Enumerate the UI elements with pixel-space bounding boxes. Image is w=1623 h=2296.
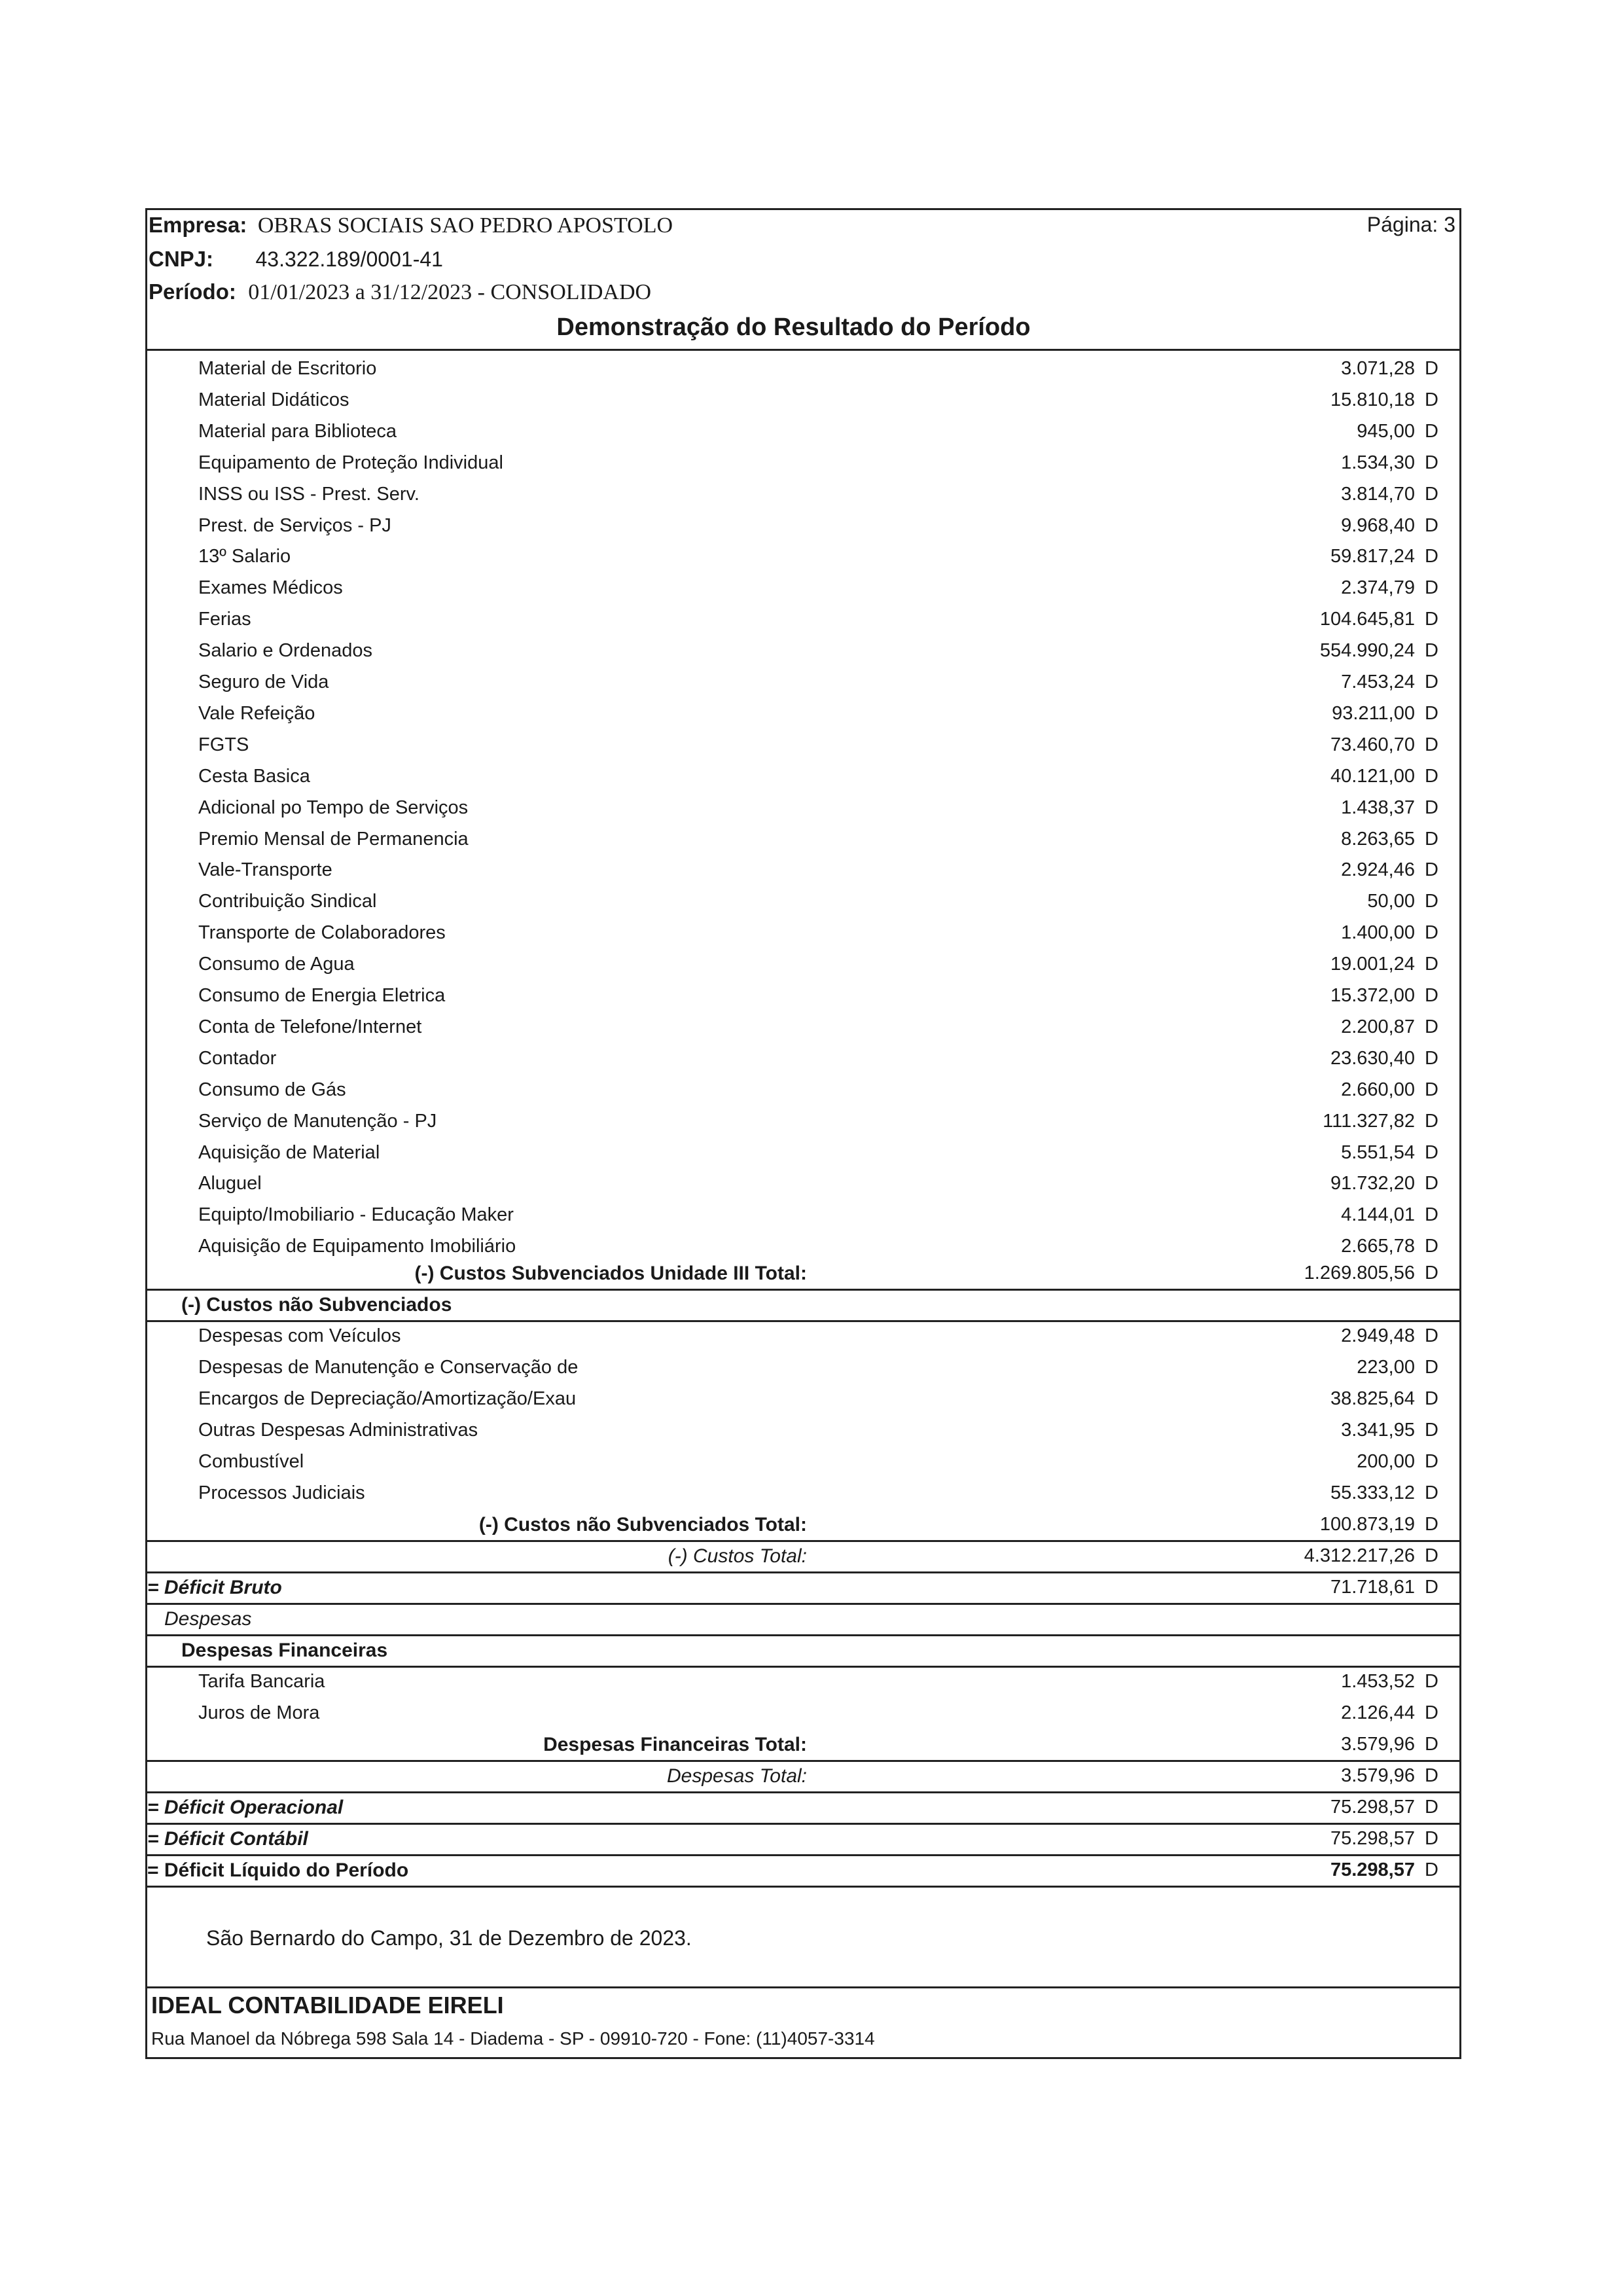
table-row bbox=[147, 823, 1459, 855]
custos-unidade-iii-list bbox=[147, 353, 1459, 1264]
despesas-financeiras-title: Despesas Financeiras bbox=[181, 1640, 388, 1661]
table-row bbox=[147, 1446, 1459, 1477]
item-name: Aluguel bbox=[198, 1173, 262, 1194]
table-row bbox=[147, 603, 1459, 635]
item-value: 104.645,81 D bbox=[1319, 609, 1438, 630]
periodo-label: Período: bbox=[149, 279, 236, 304]
item-value: 2.949,48 D bbox=[1341, 1325, 1438, 1346]
item-value: 4.144,01 D bbox=[1341, 1204, 1438, 1226]
item-name: Tarifa Bancaria bbox=[198, 1671, 325, 1692]
table-row bbox=[147, 447, 1459, 478]
item-value: 1.400,00 D bbox=[1341, 922, 1438, 944]
deficit-contabil-label: = Déficit Contábil bbox=[147, 1828, 308, 1850]
table-row bbox=[147, 1199, 1459, 1230]
item-value: 945,00 D bbox=[1357, 420, 1438, 442]
table-row bbox=[147, 761, 1459, 792]
deficit-operacional-label: = Déficit Operacional bbox=[147, 1797, 344, 1818]
item-name: Seguro de Vida bbox=[198, 672, 329, 692]
item-name: Material para Biblioteca bbox=[198, 420, 397, 442]
custos-total-label: (-) Custos Total: bbox=[668, 1545, 807, 1567]
custos-nao-subvenciados-total-label: (-) Custos não Subvenciados Total: bbox=[478, 1514, 807, 1535]
report-frame bbox=[145, 208, 1461, 2059]
header-divider bbox=[147, 349, 1459, 351]
table-row bbox=[147, 1697, 1459, 1729]
pagina bbox=[1367, 213, 1455, 237]
despesas-total-label: Despesas Total: bbox=[666, 1765, 807, 1787]
deficit-bruto-row bbox=[147, 1571, 1459, 1603]
despesas-financeiras-list bbox=[147, 1666, 1459, 1729]
table-row bbox=[147, 886, 1459, 917]
pagina-value: 3 bbox=[1444, 213, 1455, 236]
despesas-total-row bbox=[147, 1760, 1459, 1791]
item-name: Encargos de Depreciação/Amortização/Exau bbox=[198, 1388, 577, 1409]
deficit-contabil-value: 75.298,57 D bbox=[1330, 1828, 1438, 1849]
item-value: 2.374,79 D bbox=[1341, 577, 1438, 599]
item-name: Serviço de Manutenção - PJ bbox=[198, 1110, 437, 1132]
item-name: Consumo de Agua bbox=[198, 954, 355, 975]
item-name: Contribuição Sindical bbox=[198, 891, 377, 912]
item-name: Vale-Transporte bbox=[198, 859, 332, 881]
despesas-financeiras-title-row bbox=[147, 1634, 1459, 1666]
item-value: 40.121,00 D bbox=[1330, 765, 1438, 787]
divider bbox=[147, 1986, 1459, 1988]
periodo-value: 01/01/2023 a 31/12/2023 - CONSOLIDADO bbox=[248, 280, 652, 304]
item-value: 73.460,70 D bbox=[1330, 734, 1438, 755]
table-row bbox=[147, 698, 1459, 729]
table-row bbox=[147, 416, 1459, 447]
item-value: 38.825,64 D bbox=[1330, 1388, 1438, 1409]
despesas-total-value: 3.579,96 D bbox=[1341, 1765, 1438, 1786]
item-value: 8.263,65 D bbox=[1341, 828, 1438, 850]
deficit-bruto-value: 71.718,61 D bbox=[1330, 1577, 1438, 1598]
deficit-operacional-value: 75.298,57 D bbox=[1330, 1797, 1438, 1818]
table-row bbox=[147, 1074, 1459, 1105]
custos-nao-subvenciados-total-row bbox=[147, 1509, 1459, 1540]
deficit-bruto-label: = Déficit Bruto bbox=[147, 1577, 282, 1598]
deficit-operacional-row bbox=[147, 1791, 1459, 1823]
item-value: 1.453,52 D bbox=[1341, 1671, 1438, 1692]
item-name: Equipamento de Proteção Individual bbox=[198, 452, 503, 473]
item-value: 1.438,37 D bbox=[1341, 797, 1438, 818]
item-value: 2.665,78 D bbox=[1341, 1236, 1438, 1257]
item-value: 223,00 D bbox=[1357, 1357, 1438, 1378]
cnpj-label: CNPJ: bbox=[149, 247, 214, 271]
item-value: 50,00 D bbox=[1367, 891, 1438, 912]
item-name: Material de Escritorio bbox=[198, 358, 377, 379]
custos-unidade-iii-total-row bbox=[147, 1257, 1459, 1289]
item-name: Despesas com Veículos bbox=[198, 1325, 401, 1346]
item-name: Aquisição de Material bbox=[198, 1141, 380, 1163]
firm-name: IDEAL CONTABILIDADE EIRELI bbox=[151, 1992, 504, 2018]
table-row bbox=[147, 1168, 1459, 1199]
item-name: Prest. de Serviços - PJ bbox=[198, 514, 391, 536]
table-row bbox=[147, 510, 1459, 541]
table-row bbox=[147, 1414, 1459, 1446]
deficit-liquido-label: = Déficit Líquido do Período bbox=[147, 1859, 409, 1881]
item-name: Vale Refeição bbox=[198, 702, 315, 724]
table-row bbox=[147, 948, 1459, 980]
table-row bbox=[147, 1383, 1459, 1414]
item-value: 200,00 D bbox=[1357, 1451, 1438, 1472]
table-row bbox=[147, 666, 1459, 698]
table-row bbox=[147, 917, 1459, 948]
item-name: Processos Judiciais bbox=[198, 1482, 365, 1503]
item-name: Equipto/Imobiliario - Educação Maker bbox=[198, 1204, 514, 1226]
empresa-value: OBRAS SOCIAIS SAO PEDRO APOSTOLO bbox=[257, 213, 673, 238]
item-name: Cesta Basica bbox=[198, 765, 310, 787]
deficit-liquido-row bbox=[147, 1854, 1459, 1886]
item-value: 7.453,24 D bbox=[1341, 672, 1438, 692]
table-row bbox=[147, 478, 1459, 510]
item-value: 15.372,00 D bbox=[1330, 985, 1438, 1006]
item-value: 93.211,00 D bbox=[1332, 702, 1438, 724]
table-row bbox=[147, 792, 1459, 823]
item-value: 2.200,87 D bbox=[1341, 1016, 1438, 1037]
item-name: Juros de Mora bbox=[198, 1702, 320, 1723]
table-row bbox=[147, 729, 1459, 761]
item-value: 23.630,40 D bbox=[1330, 1047, 1438, 1069]
table-row bbox=[147, 1477, 1459, 1509]
table-row bbox=[147, 854, 1459, 886]
custos-unidade-iii-total-value: 1.269.805,56 D bbox=[1304, 1263, 1438, 1283]
custos-nao-subvenciados-total-value: 100.873,19 D bbox=[1319, 1514, 1438, 1535]
table-row bbox=[147, 1105, 1459, 1137]
table-row bbox=[147, 1666, 1459, 1697]
item-name: Outras Despesas Administrativas bbox=[198, 1420, 478, 1441]
item-name: Despesas de Manutenção e Conservação de bbox=[198, 1357, 579, 1378]
table-row bbox=[147, 980, 1459, 1011]
custos-total-value: 4.312.217,26 D bbox=[1304, 1545, 1438, 1566]
table-row bbox=[147, 353, 1459, 384]
item-value: 2.126,44 D bbox=[1341, 1702, 1438, 1723]
item-name: Exames Médicos bbox=[198, 577, 343, 599]
item-name: 13º Salario bbox=[198, 546, 291, 567]
item-name: INSS ou ISS - Prest. Serv. bbox=[198, 483, 419, 505]
item-name: Combustível bbox=[198, 1451, 304, 1472]
pagina-label: Página: bbox=[1366, 213, 1438, 236]
item-name: Adicional po Tempo de Serviços bbox=[198, 797, 469, 818]
item-value: 19.001,24 D bbox=[1330, 954, 1438, 975]
empresa-row bbox=[149, 213, 673, 238]
custos-unidade-iii-total-label: (-) Custos Subvenciados Unidade III Total: bbox=[414, 1263, 807, 1284]
item-name: Ferias bbox=[198, 609, 251, 630]
item-value: 111.327,82 D bbox=[1323, 1110, 1438, 1132]
item-value: 9.968,40 D bbox=[1341, 514, 1438, 536]
table-row bbox=[147, 635, 1459, 666]
despesas-row bbox=[147, 1603, 1459, 1634]
item-name: Conta de Telefone/Internet bbox=[198, 1016, 422, 1037]
despesas-financeiras-total-row bbox=[147, 1729, 1459, 1760]
firm-address: Rua Manoel da Nóbrega 598 Sala 14 - Diadema - SP - 09910-720 - Fone: (11)4057-3314 bbox=[151, 2028, 875, 2049]
table-row bbox=[147, 572, 1459, 603]
table-row bbox=[147, 1352, 1459, 1383]
item-value: 55.333,12 D bbox=[1330, 1482, 1438, 1503]
periodo-row bbox=[149, 279, 651, 305]
place-date: São Bernardo do Campo, 31 de Dezembro de 2023. bbox=[206, 1926, 692, 1950]
table-row bbox=[147, 1320, 1459, 1352]
cnpj-row bbox=[149, 247, 443, 272]
deficit-liquido-value: 75.298,57 D bbox=[1330, 1859, 1438, 1880]
divider bbox=[147, 1886, 1459, 1888]
table-row bbox=[147, 1137, 1459, 1168]
table-row bbox=[147, 541, 1459, 572]
item-value: 3.341,95 D bbox=[1341, 1420, 1438, 1441]
table-row bbox=[147, 1043, 1459, 1074]
item-value: 2.924,46 D bbox=[1341, 859, 1438, 881]
item-value: 5.551,54 D bbox=[1341, 1141, 1438, 1163]
item-value: 3.814,70 D bbox=[1341, 483, 1438, 505]
despesas-label: Despesas bbox=[164, 1608, 252, 1630]
deficit-contabil-row bbox=[147, 1823, 1459, 1854]
item-name: Transporte de Colaboradores bbox=[198, 922, 446, 944]
item-name: FGTS bbox=[198, 734, 249, 755]
item-name: Contador bbox=[198, 1047, 277, 1069]
custos-total-row bbox=[147, 1540, 1459, 1571]
item-name: Aquisição de Equipamento Imobiliário bbox=[198, 1236, 516, 1257]
item-value: 2.660,00 D bbox=[1341, 1079, 1438, 1100]
item-name: Salario e Ordenados bbox=[198, 640, 372, 662]
custos-nao-subvenciados-list bbox=[147, 1320, 1459, 1509]
item-value: 59.817,24 D bbox=[1330, 546, 1438, 567]
despesas-financeiras-total-label: Despesas Financeiras Total: bbox=[543, 1734, 807, 1755]
report-title-wrap bbox=[147, 314, 1459, 342]
table-row bbox=[147, 384, 1459, 416]
item-name: Material Didáticos bbox=[198, 389, 349, 410]
item-value: 1.534,30 D bbox=[1341, 452, 1438, 473]
custos-nao-subvenciados-title: (-) Custos não Subvenciados bbox=[181, 1294, 452, 1316]
empresa-label: Empresa: bbox=[149, 213, 247, 237]
table-row bbox=[147, 1011, 1459, 1043]
custos-nao-subvenciados-title-row bbox=[147, 1289, 1459, 1320]
item-name: Premio Mensal de Permanencia bbox=[198, 828, 469, 850]
report-title: Demonstração do Resultado do Período bbox=[556, 314, 1031, 341]
item-value: 15.810,18 D bbox=[1330, 389, 1438, 410]
item-name: Consumo de Energia Eletrica bbox=[198, 985, 446, 1006]
item-name: Consumo de Gás bbox=[198, 1079, 346, 1100]
item-value: 91.732,20 D bbox=[1330, 1173, 1438, 1194]
item-value: 3.071,28 D bbox=[1341, 358, 1438, 379]
despesas-financeiras-total-value: 3.579,96 D bbox=[1341, 1734, 1438, 1755]
cnpj-value: 43.322.189/0001-41 bbox=[255, 247, 443, 271]
item-value: 554.990,24 D bbox=[1319, 640, 1438, 662]
